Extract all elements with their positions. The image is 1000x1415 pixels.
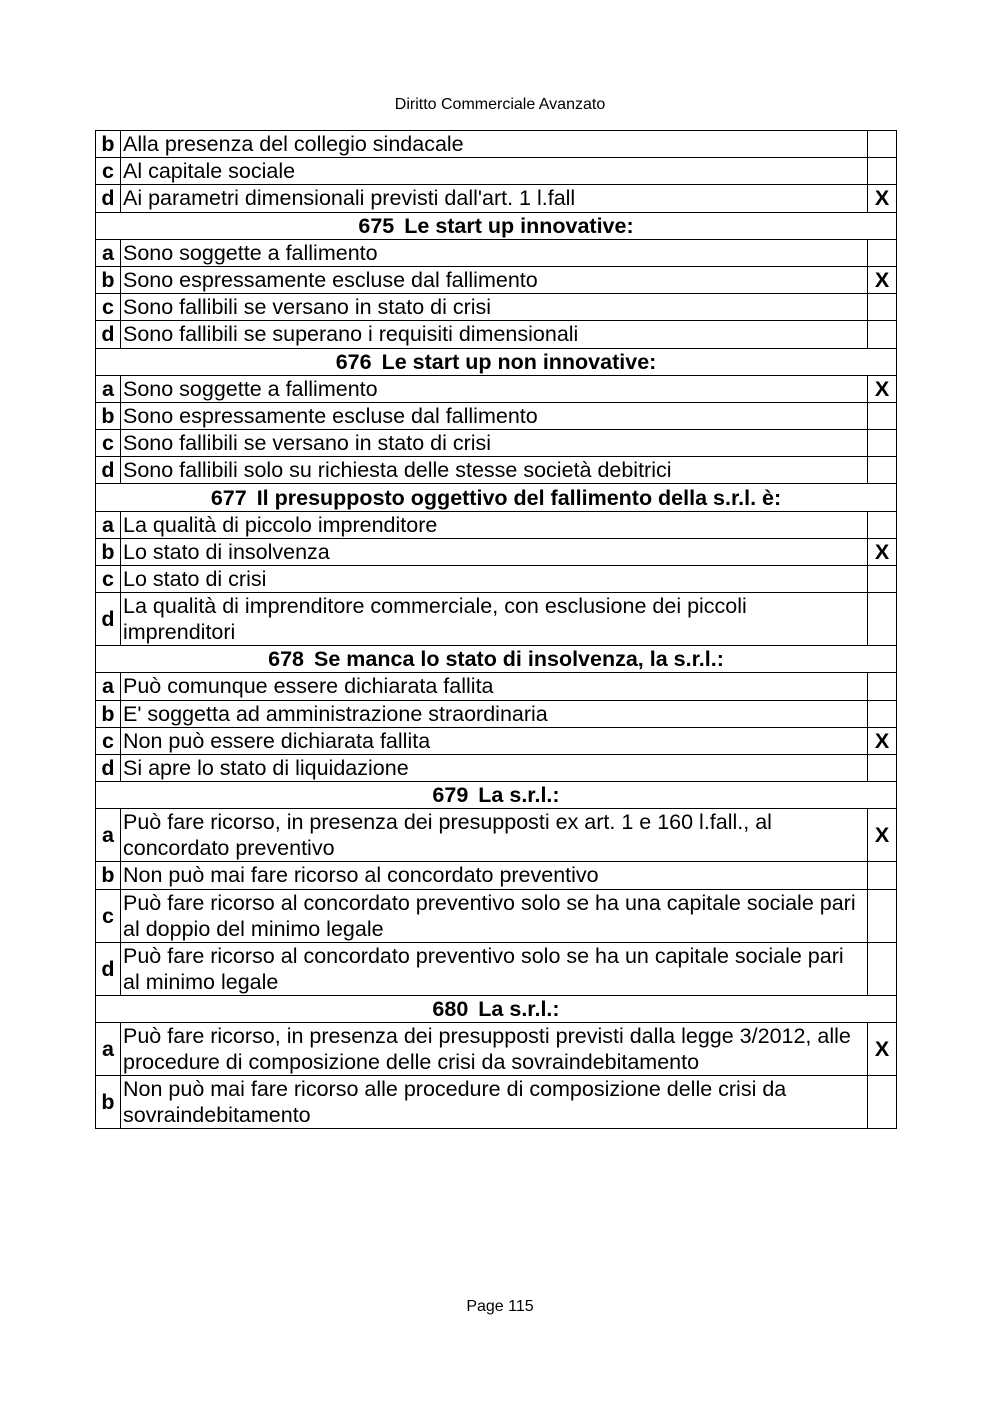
correct-answer-mark	[868, 1075, 897, 1128]
correct-answer-mark	[868, 430, 897, 457]
question-cell	[96, 484, 897, 511]
question-text: Se manca lo stato di insolvenza, la s.r.l.:	[314, 647, 724, 672]
answer-letter: a	[96, 239, 121, 266]
answer-letter: a	[96, 375, 121, 402]
answer-row	[96, 511, 897, 538]
answer-letter: b	[96, 862, 121, 889]
answer-text: La qualità di piccolo imprenditore	[121, 511, 868, 538]
answer-letter: b	[96, 538, 121, 565]
correct-answer-mark	[868, 889, 897, 942]
answer-letter: a	[96, 673, 121, 700]
answer-row	[96, 862, 897, 889]
answer-letter: d	[96, 321, 121, 348]
question-number: 675	[358, 213, 395, 238]
page-header: Diritto Commerciale Avanzato	[394, 96, 606, 113]
question-number: 676	[335, 349, 372, 374]
answer-text: Sono fallibili se versano in stato di crisi	[121, 294, 868, 321]
correct-answer-mark	[868, 321, 897, 348]
answer-text: Sono fallibili se versano in stato di crisi	[121, 430, 868, 457]
question-text: Le start up innovative:	[404, 213, 634, 238]
answer-text: Lo stato di insolvenza	[121, 538, 868, 565]
answer-text: Può comunque essere dichiarata fallita	[121, 673, 868, 700]
answer-text: Lo stato di crisi	[121, 566, 868, 593]
answer-text: Può fare ricorso al concordato preventivo solo se ha un capitale sociale pari al minimo legale	[121, 942, 868, 995]
answer-row	[96, 889, 897, 942]
answer-row	[96, 239, 897, 266]
answer-letter: c	[96, 430, 121, 457]
answer-letter: c	[96, 158, 121, 185]
answer-letter: a	[96, 1022, 121, 1075]
answer-text: Può fare ricorso, in presenza dei presupposti ex art. 1 e 160 l.fall., al concordato preventivo	[121, 809, 868, 862]
answer-text: Non può essere dichiarata fallita	[121, 727, 868, 754]
answer-row	[96, 402, 897, 429]
answer-row	[96, 185, 897, 212]
answer-text: Sono fallibili se superano i requisiti dimensionali	[121, 321, 868, 348]
correct-answer-mark	[868, 673, 897, 700]
answer-row	[96, 430, 897, 457]
correct-answer-mark	[868, 239, 897, 266]
answer-text: Ai parametri dimensionali previsti dall'art. 1 l.fall	[121, 185, 868, 212]
answer-letter: b	[96, 131, 121, 158]
answer-row	[96, 673, 897, 700]
answer-row	[96, 566, 897, 593]
answer-row	[96, 266, 897, 293]
question-row	[96, 484, 897, 511]
answer-row	[96, 593, 897, 646]
correct-answer-mark: X	[868, 266, 897, 293]
answer-row	[96, 1075, 897, 1128]
correct-answer-mark	[868, 131, 897, 158]
answer-letter: d	[96, 185, 121, 212]
question-row	[96, 782, 897, 809]
answer-row	[96, 321, 897, 348]
answer-letter: b	[96, 266, 121, 293]
question-text: La s.r.l.:	[478, 783, 560, 808]
answer-letter: d	[96, 457, 121, 484]
question-row	[96, 995, 897, 1022]
answer-letter: d	[96, 593, 121, 646]
answer-letter: b	[96, 402, 121, 429]
question-text: Il presupposto oggettivo del fallimento della s.r.l. è:	[256, 485, 782, 510]
answer-letter: b	[96, 700, 121, 727]
answer-letter: c	[96, 727, 121, 754]
answer-row	[96, 727, 897, 754]
correct-answer-mark	[868, 566, 897, 593]
answer-row	[96, 809, 897, 862]
correct-answer-mark: X	[868, 809, 897, 862]
question-text: La s.r.l.:	[478, 996, 560, 1021]
answer-text: Può fare ricorso al concordato preventivo solo se ha una capitale sociale pari al doppio del minimo legale	[121, 889, 868, 942]
answer-text: Sono fallibili solo su richiesta delle stesse società debitrici	[121, 457, 868, 484]
correct-answer-mark: X	[868, 727, 897, 754]
answer-text: Sono soggette a fallimento	[121, 375, 868, 402]
quiz-table-body	[96, 131, 897, 1129]
answer-row	[96, 700, 897, 727]
answer-row	[96, 942, 897, 995]
correct-answer-mark	[868, 457, 897, 484]
answer-row	[96, 754, 897, 781]
quiz-table	[95, 130, 897, 1129]
answer-text: Si apre lo stato di liquidazione	[121, 754, 868, 781]
page-number: Page 115	[466, 1298, 534, 1315]
answer-row	[96, 457, 897, 484]
question-row	[96, 348, 897, 375]
correct-answer-mark	[868, 158, 897, 185]
answer-letter: d	[96, 754, 121, 781]
answer-letter: a	[96, 511, 121, 538]
answer-row	[96, 158, 897, 185]
answer-row	[96, 131, 897, 158]
answer-row	[96, 538, 897, 565]
answer-text: E' soggetta ad amministrazione straordinaria	[121, 700, 868, 727]
answer-text: Sono espressamente escluse dal fallimento	[121, 402, 868, 429]
correct-answer-mark	[868, 593, 897, 646]
question-number: 680	[432, 996, 469, 1021]
answer-letter: a	[96, 809, 121, 862]
correct-answer-mark	[868, 754, 897, 781]
question-number: 679	[432, 783, 469, 808]
answer-text: Non può mai fare ricorso al concordato preventivo	[121, 862, 868, 889]
answer-text: Non può mai fare ricorso alle procedure di composizione delle crisi da sovraindebitamento	[121, 1075, 868, 1128]
answer-text: Sono espressamente escluse dal fallimento	[121, 266, 868, 293]
answer-text: Alla presenza del collegio sindacale	[121, 131, 868, 158]
correct-answer-mark	[868, 700, 897, 727]
answer-letter: c	[96, 889, 121, 942]
question-number: 678	[268, 647, 305, 672]
answer-row	[96, 1022, 897, 1075]
answer-row	[96, 294, 897, 321]
question-number: 677	[210, 485, 247, 510]
correct-answer-mark	[868, 511, 897, 538]
correct-answer-mark	[868, 402, 897, 429]
answer-letter: c	[96, 566, 121, 593]
correct-answer-mark: X	[868, 375, 897, 402]
question-row	[96, 646, 897, 673]
correct-answer-mark: X	[868, 538, 897, 565]
answer-text: Sono soggette a fallimento	[121, 239, 868, 266]
answer-letter: b	[96, 1075, 121, 1128]
question-cell	[96, 348, 897, 375]
correct-answer-mark	[868, 294, 897, 321]
answer-text: Può fare ricorso, in presenza dei presupposti previsti dalla legge 3/2012, alle procedure di composizione delle crisi da sovraindebitamento	[121, 1022, 868, 1075]
correct-answer-mark	[868, 942, 897, 995]
question-cell	[96, 995, 897, 1022]
question-text: Le start up non innovative:	[381, 349, 657, 374]
answer-row	[96, 375, 897, 402]
correct-answer-mark	[868, 862, 897, 889]
question-cell	[96, 212, 897, 239]
correct-answer-mark: X	[868, 1022, 897, 1075]
answer-letter: d	[96, 942, 121, 995]
question-cell	[96, 782, 897, 809]
answer-text: Al capitale sociale	[121, 158, 868, 185]
correct-answer-mark: X	[868, 185, 897, 212]
question-row	[96, 212, 897, 239]
question-cell	[96, 646, 897, 673]
answer-text: La qualità di imprenditore commerciale, con esclusione dei piccoli imprenditori	[121, 593, 868, 646]
answer-letter: c	[96, 294, 121, 321]
